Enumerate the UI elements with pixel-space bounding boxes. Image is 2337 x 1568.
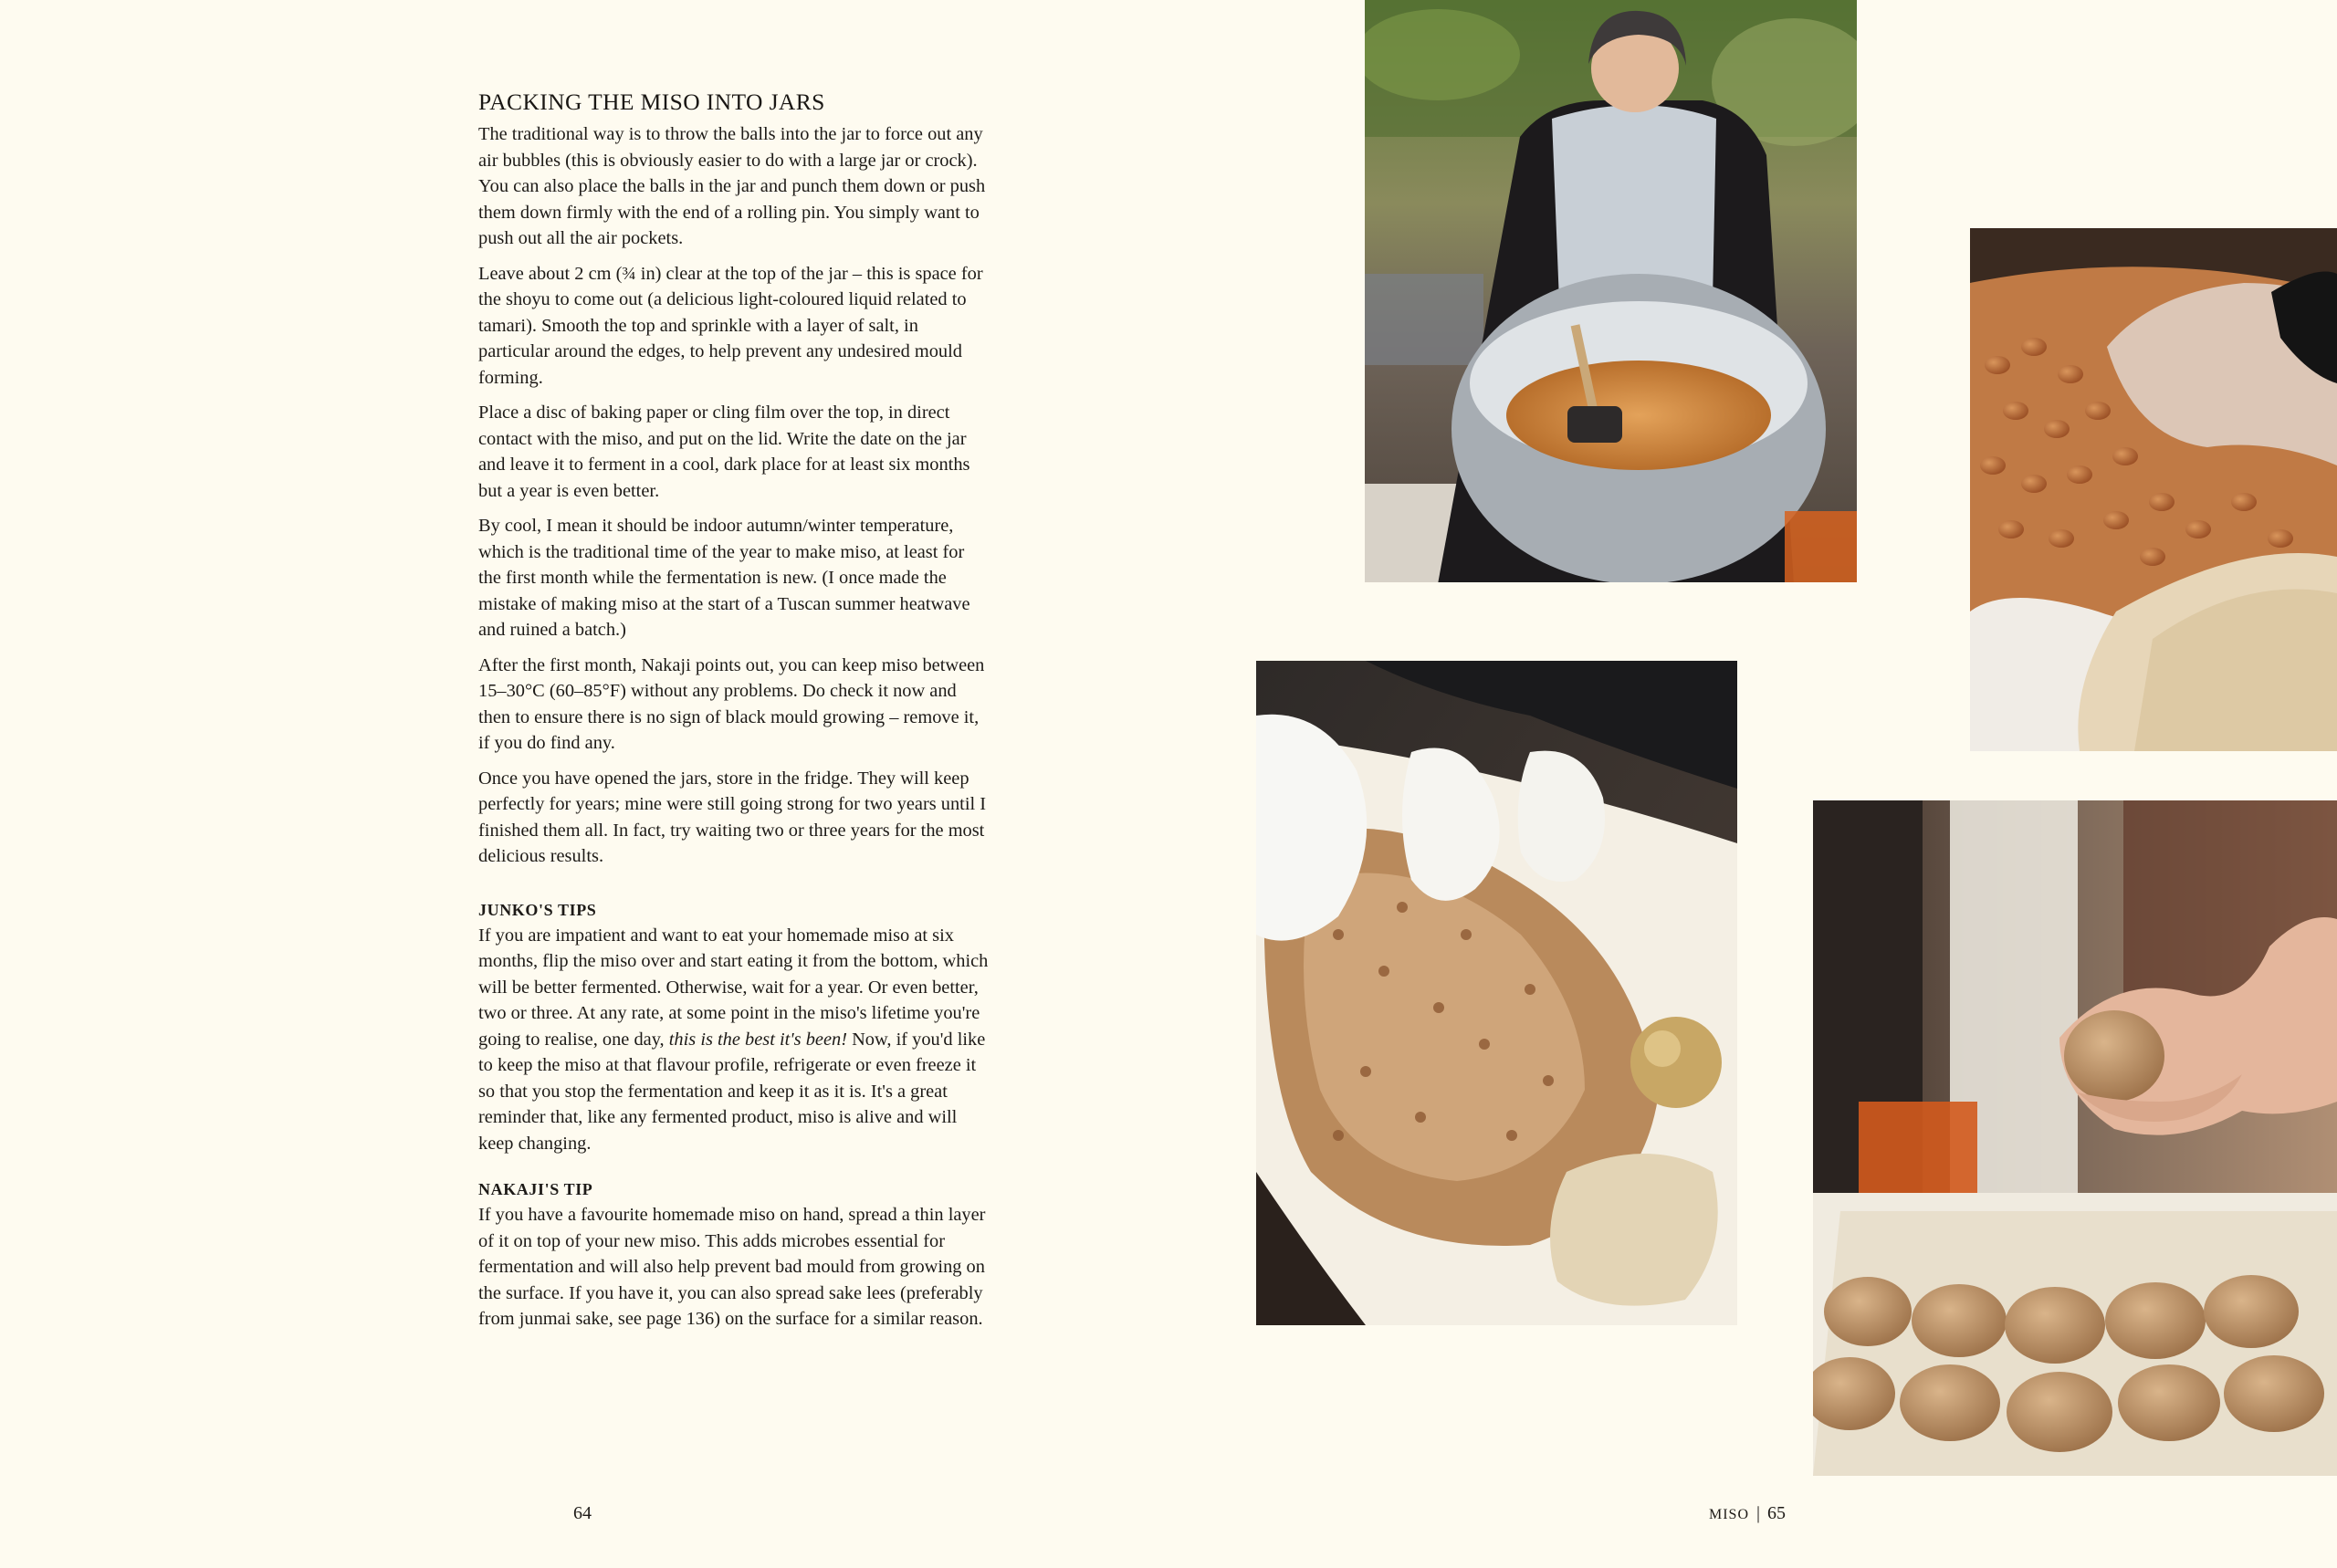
junko-tips-text bbox=[478, 923, 990, 1157]
photo-shaping-miso-balls bbox=[1813, 800, 2337, 1476]
body-paragraph-6: Once you have opened the jars, store in the fridge. They will keep perfectly for years; mine were still going strong for two years until I finished them all. In fact, try waiting two or three years for the most delicious results. bbox=[478, 768, 987, 866]
body-paragraph-1: The traditional way is to throw the balls into the jar to force out any air bubbles (this is obviously easier to do with a large jar or crock). You can also place the balls in the jar and punch them down or push them down firmly with the end of a rolling pin. You simply want to push out all the air pockets. bbox=[478, 124, 986, 248]
right-page-number: 65 bbox=[1767, 1503, 1787, 1523]
junko-tips-text-end: Now, if you'd like to keep the miso at that flavour profile, refrigerate or even freeze it so that you stop the fermentation and keep it as it is. It's a great reminder that, like any fermented product, miso is alive and will keep changing. bbox=[478, 1029, 986, 1154]
left-page-number: 64 bbox=[573, 1503, 592, 1523]
junko-tips-italic-phrase: this is the best it's been! bbox=[668, 1029, 847, 1050]
junko-tips-heading: JUNKO'S TIPS bbox=[478, 900, 597, 919]
nakaji-tip-heading: NAKAJI'S TIP bbox=[478, 1180, 593, 1198]
left-page-text-column bbox=[478, 84, 990, 1333]
photo-hands-mixing-miso bbox=[1256, 661, 1737, 1325]
junko-tips-text-start: If you are impatient and want to eat your homemade miso at six months, flip the miso over and start eating it from the bottom, which will be better fermented. Otherwise, wait for a year. Or even better, two or three. At any rate, at some point in the miso's lifetime you're going to realise, one day, bbox=[478, 925, 989, 1050]
body-paragraph-2: Leave about 2 cm (¾ in) clear at the top of the jar – this is space for the shoyu to come out (a delicious light-coloured liquid related to tamari). Smooth the top and sprinkle with a layer of salt, in particular around the edges, to help prevent any undesired mould forming. bbox=[478, 263, 983, 388]
right-page-footer bbox=[1709, 1500, 1786, 1528]
section-title: PACKING THE MISO INTO JARS bbox=[478, 89, 825, 115]
photo-soybeans-closeup bbox=[1970, 228, 2337, 751]
body-paragraph-3: Place a disc of baking paper or cling film over the top, in direct contact with the miso, and put on the lid. Write the date on the jar and leave it to ferment in a cool, dark place for at least six months but a year is even better. bbox=[478, 402, 970, 501]
photo-woman-stirring-pot bbox=[1365, 0, 1857, 582]
running-footer-section: MISO bbox=[1709, 1507, 1750, 1522]
nakaji-tip-text: If you have a favourite homemade miso on hand, spread a thin layer of it on top of your new miso. This adds microbes essential for fermentation and will also help prevent bad mould from growing on the surface. If you have it, you can also spread sake lees (preferably from junmai sake, see page 136) on the surface for a similar reason. bbox=[478, 1205, 986, 1329]
body-paragraph-5: After the first month, Nakaji points out, you can keep miso between 15–30°C (60–85°F) without any problems. Do check it now and then to ensure there is no sign of black mould growing – remove it, if you do find any. bbox=[478, 654, 985, 753]
body-paragraph-4: By cool, I mean it should be indoor autumn/winter temperature, which is the traditional time of the year to make miso, at least for the first month while the fermentation is new. (I once made the mistake of making miso at the start of a Tuscan summer heatwave and ruined a batch.) bbox=[478, 516, 970, 640]
footer-separator: | bbox=[1756, 1503, 1761, 1523]
